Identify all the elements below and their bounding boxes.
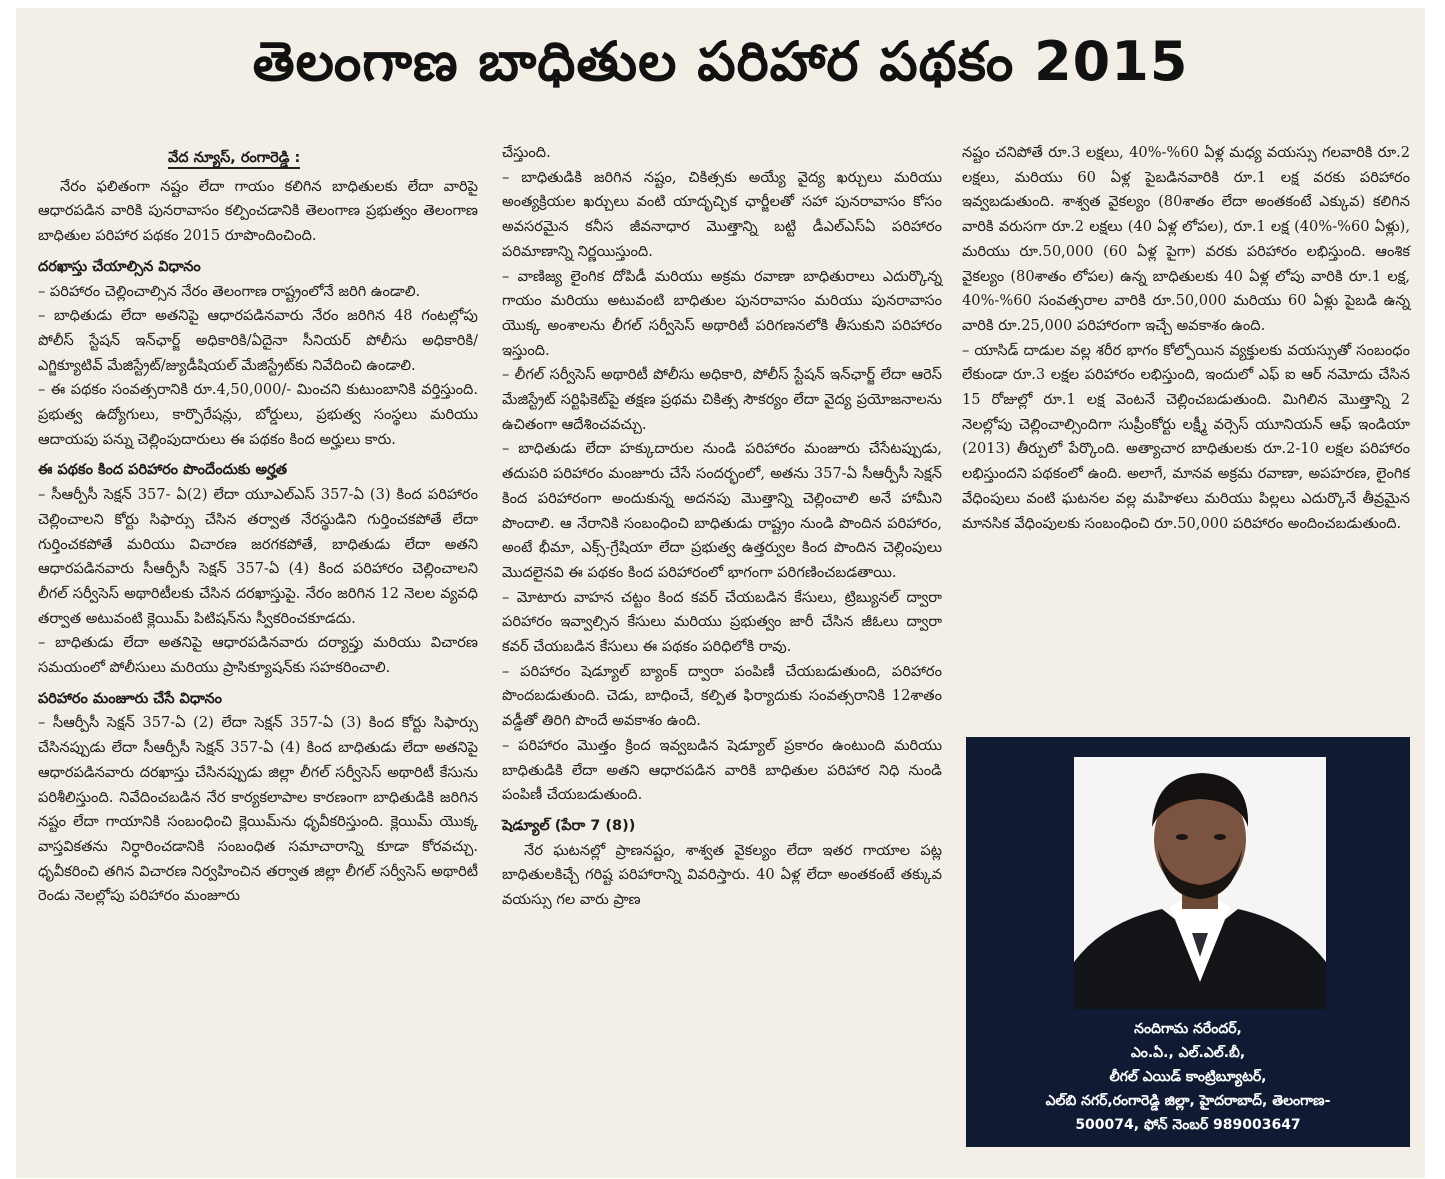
paragraph: – బాధితుడు లేదా అతనిపై ఆధారపడినవారు దర్యాప్తు మరియు విచారణ సమయంలో పోలీసులు మరియు ప్రాసిక్యూషన్‌కు సహకరించాలి. [38,634,478,677]
author-contact: 500074, ఫోన్ నెంబర్ 989003647 [1075,1117,1301,1133]
paragraph: నష్టం చనిపోతే రూ.3 లక్షలు, 40%-%60 ఏళ్ల మధ్య వయస్సు గలవారికి రూ.2 లక్షలు, మరియు 60 ఏళ్ల పైబడినవారికి రూ.1 లక్ష వరకు పరిహారం ఇవ్వబడుతుంది. శాశ్వత వైకల్యం (80శాతం లేదా అంతకంటే ఎక్కువ) కలిగిన వారికి వరుసగా రూ.2 లక్షలు (40 ఏళ్ల లోపల), రూ.1 లక్ష (40%-%60 ఏళ్లు), మరియు రూ.50,000 (60 ఏళ్ల పైగా) వరకు పరిహారం లభిస్తుంది. ఆంశిక వైకల్యం (80శాతం లోపల) ఉన్న బాధితులకు 40 ఏళ్ల లోపు వారికి రూ.1 లక్ష, 40%-%60 సంవత్సరాల వారికి రూ.50,000 మరియు 60 ఏళ్లు పైబడి ఉన్న వారికి రూ.25,000 పరిహారంగా ఇచ్చే అవకాశం ఉంది. [962,144,1410,334]
paragraph: – పరిహారం మొత్తం క్రింద ఇవ్వబడిన షెడ్యూల్ ప్రకారం ఉంటుంది మరియు బాధితుడికి లేదా అతని ఆధారపడిన వారికి బాధితుల పరిహార నిధి నుండి పంపిణీ చేయబడుతుంది. [502,736,942,804]
paragraph: చేస్తుంది. [502,144,551,161]
article-column-1 [38,146,478,909]
subheading-schedule: షెడ్యూల్ (పేరా 7 (8)) [502,817,636,834]
paragraph: – లీగల్ సర్వీసెస్ అథారిటీ పోలీసు అధికారి, పోలీస్ స్టేషన్ ఇన్‌ఛార్జ్ లేదా ఆరెస్ మేజిస్ట్రేట్ సర్టిఫికెట్‌పై తక్షణ ప్రథమ చికిత్స సౌకర్యం లేదా వైద్య ప్రయోజనాలను ఉచితంగా ఆదేశించవచ్చు. [502,366,942,433]
article-column-3 [962,141,1410,536]
author-caption [966,1017,1410,1137]
author-portrait-icon [1074,757,1326,1009]
paragraph: – బాధితుడు లేదా అతనిపై ఆధారపడినవారు నేరం జరిగిన 48 గంటల్లోపు పోలీస్ స్టేషన్ ఇన్‌ఛార్జ్ అధికారికి/ఏదైనా సీనియర్ పోలీసు అధికారికి/ఎగ్జిక్యూటివ్ మేజిస్ట్రేట్/జ్యుడీషియల్ మేజిస్ట్రేట్‌కు నివేదించి ఉండాలి. [38,307,478,374]
subheading-application: దరఖాస్తు చేయాల్సిన విధానం [38,258,201,275]
paragraph: – సీఆర్పీసీ సెక్షన్ 357-ఏ (2) లేదా సెక్షన్ 357-ఏ (3) కింద కోర్టు సిఫార్సు చేసినప్పుడు లేదా సీఆర్పీసీ సెక్షన్ 357-ఏ (4) కింద బాధితుడు లేదా అతనిపై ఆధారపడినవారు దరఖాస్తు చేసినప్పుడు జిల్లా లీగల్ సర్వీసెస్ అథారిటీ కేసును పరిశీలిస్తుంది. నివేదించబడిన నేర కార్యకలాపాల కారణంగా బాధితుడికి జరిగిన నష్టం లేదా గాయానికి సంబంధించి క్లెయిమ్‌ను ధృవీకరిస్తుంది. క్లెయిమ్ యొక్క వాస్తవికతను నిర్ధారించడానికి సంబంధిత సమాచారాన్ని కూడా కోరవచ్చు. ధృవీకరించి తగిన విచారణ నిర్వహించిన తర్వాత జిల్లా లీగల్ సర్వీసెస్ అథారిటీ రెండు నెలల్లోపు పరిహారం మంజూరు [38,714,478,905]
subheading-eligibility: ఈ పథకం కింద పరిహారం పొందేందుకు అర్హత [38,462,287,479]
article-column-2 [502,141,942,913]
paragraph: – యాసిడ్ దాడుల వల్ల శరీర భాగం కోల్పోయిన వ్యక్తులకు వయస్సుతో సంబంధం లేకుండా రూ.3 లక్షల పరిహారం లభిస్తుంది, ఇందులో ఎఫ్ ఐ ఆర్ నమోదు చేసిన 15 రోజుల్లో రూ.1 లక్ష వెంటనే చెల్లించబడుతుంది. మిగిలిన మొత్తాన్ని 2 నెలల్లోపు చెల్లించాల్సిందిగా సుప్రీంకోర్టు లక్ష్మీ వర్సెస్ యూనియన్ ఆఫ్ ఇండియా (2013) తీర్పులో పేర్కొంది. అత్యాచార బాధితులకు రూ.2-10 లక్షల పరిహారం లభిస్తుందని పథకంలో ఉంది. అలాగే, మానవ అక్రమ రవాణా, అపహరణ, లైంగిక వేధింపులు వంటి ఘటనల వల్ల మహిళలు మరియు పిల్లలు ఎదుర్కొనే తీవ్రమైన మానసిక వేధింపులకు సంబంధించి రూ.50,000 పరిహారం అందించబడుతుంది. [962,341,1410,532]
paragraph: – బాధితుడు లేదా హక్కుదారుల నుండి పరిహారం మంజూరు చేసేటప్పుడు, తదుపరి పరిహారం మంజూరు చేసే సందర్భంలో, అతను 357-ఏ సీఆర్పీసీ సెక్షన్ కింద పరిహారంగా అందుకున్న అదనపు మొత్తాన్ని చెల్లించాలి అనే హామీని పొందాలి. ఆ నేరానికి సంబంధించి బాధితుడు రాష్ట్రం నుండి పొందిన పరిహారం, అంటే భీమా, ఎక్స్-గ్రేషియా లేదా ప్రభుత్వ ఉత్తర్వుల కింద పొందిన చెల్లింపులు మొదలైనవి ఈ పథకం కింద పరిహారంలో భాగంగా పరిగణించబడతాయి. [502,440,942,581]
byline [38,146,478,171]
author-role: లీగల్ ఎయిడ్ కాంట్రిబ్యూటర్, [1109,1069,1267,1085]
paragraph: నేర ఘటనల్లో ప్రాణనష్టం, శాశ్వత వైకల్యం లేదా ఇతర గాయాల పట్ల బాధితులకిచ్చే గరిష్ట పరిహారాన్ని వివరిస్తారు. 40 ఏళ్ల లేదా అంతకంటే తక్కువ వయస్సు గల వారు ప్రాణ [502,841,942,909]
paragraph: – మోటారు వాహన చట్టం కింద కవర్ చేయబడిన కేసులు, ట్రిబ్యునల్ ద్వారా పరిహారం ఇవ్వాల్సిన కేసులు మరియు ప్రభుత్వం జారీ చేసిన జీఓలు ద్వారా కవర్ చేయబడిన కేసులు ఈ పథకం పరిధిలోకి రావు. [502,588,942,656]
author-address: ఎల్‌బి నగర్,రంగారెడ్డి జిల్లా, హైదరాబాద్, తెలంగాణ- [1045,1093,1331,1109]
paragraph: – బాధితుడికి జరిగిన నష్టం, చికిత్సకు అయ్యే వైద్య ఖర్చులు మరియు అంత్యక్రియల ఖర్చులు వంటి యాదృచ్ఛిక ఛార్జీలతో సహా పునరావాసం కోసం అవసరమైన కనీస జీవనాధార మొత్తాన్ని బట్టి డీఎల్ఎస్ఏ పరిహారం పరిమాణాన్ని నిర్ణయిస్తుంది. [502,168,942,260]
author-profile-box [966,737,1410,1147]
paragraph: – వాణిజ్య లైంగిక దోపిడీ మరియు అక్రమ రవాణా బాధితురాలు ఎదుర్కొన్న గాయం మరియు అటువంటి బాధితుల పునరావాసం మరియు పునరావాసం యొక్క అంశాలను లీగల్ సర్వీసెస్ అథారిటీ పరిగణనలోకి తీసుకుని పరిహారం ఇస్తుంది. [502,267,942,359]
author-photo [1074,757,1326,1009]
paragraph: – సీఆర్పీసీ సెక్షన్ 357- ఏ(2) లేదా యూఎల్ఎస్ 357-ఏ (3) కింద పరిహారం చెల్లించాలని కోర్టు సిఫార్సు చేసిన తర్వాత నేరస్థుడిని గుర్తించకపోతే లేదా గుర్తించకపోతే మరియు విచారణ జరగకపోతే, బాధితుడు లేదా అతని ఆధారపడినవారు సీఆర్పీసీ సెక్షన్ 357-ఏ (4) కింద పరిహారం చెల్లించాలని లీగల్ సర్వీసెస్ అథారిటీలకు చేసిన దరఖాస్తుపై. నేరం జరిగిన 12 నెలల వ్యవధి తర్వాత అటువంటి క్లెయిమ్ పిటిషన్‌ను స్వీకరించకూడదు. [38,486,478,627]
subheading-procedure: పరిహారం మంజూరు చేసే విధానం [38,690,223,707]
byline-text: వేద న్యూస్, రంగారెడ్డి : [168,150,300,169]
author-name: నందిగామ నరేందర్, [1134,1021,1242,1037]
headline: తెలంగాణ బాధితుల పరిహార పథకం 2015 [252,30,1189,93]
paragraph: – పరిహారం షెడ్యూల్ బ్యాంక్ ద్వారా పంపిణీ చేయబడుతుంది, పరిహారం పొందబడుతుంది. చెడు, బాధించే, కల్పిత ఫిర్యాదుకు సంవత్సరానికి 12శాతం వడ్డీతో తిరిగి పొందే అవకాశం ఉంది. [502,662,942,730]
paragraph: – పరిహారం చెల్లించాల్సిన నేరం తెలంగాణ రాష్ట్రంలోనే జరిగి ఉండాలి. [38,282,421,300]
paragraph: – ఈ పథకం సంవత్సరానికి రూ.4,50,000/- మించని కుటుంబానికి వర్తిస్తుంది. ప్రభుత్వ ఉద్యోగులు, కార్పొరేషన్లు, బోర్డులు, ప్రభుత్వ సంస్థలు మరియు ఆదాయపు పన్ను చెల్లింపుదారులు ఈ పథకం కింద అర్హులు కారు. [38,381,478,448]
author-degree: ఎం.ఏ., ఎల్.ఎల్.బీ, [1130,1045,1246,1061]
intro-paragraph: నేరం ఫలితంగా నష్టం లేదా గాయం కలిగిన బాధితులకు లేదా వారిపై ఆధారపడిన వారికి పునరావాసం కల్పించడానికి తెలంగాణ ప్రభుత్వం తెలంగాణ బాధితుల పరిహార పథకం 2015 రూపొందించింది. [38,177,478,245]
